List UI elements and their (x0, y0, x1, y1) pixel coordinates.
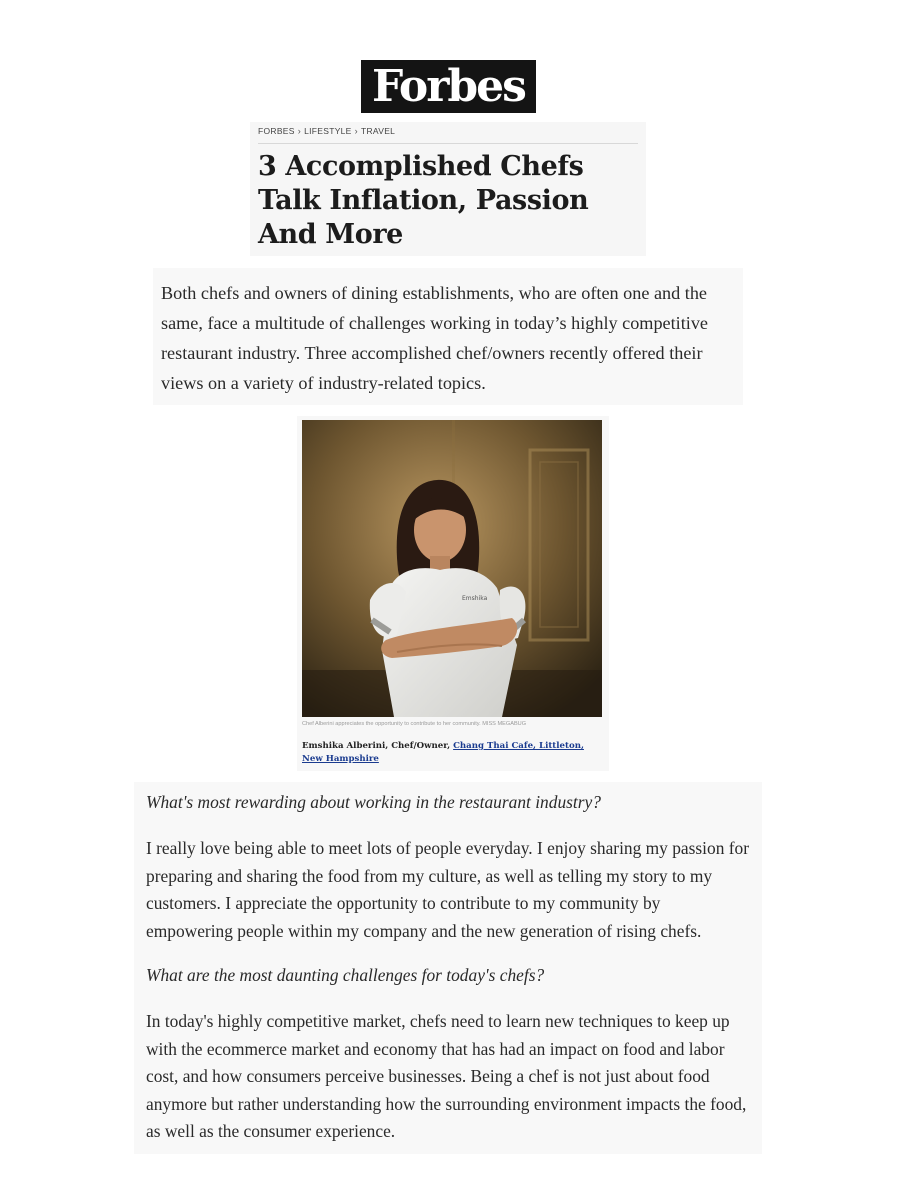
photo-caption (302, 740, 592, 766)
interview-section (134, 782, 762, 1154)
answer-2: In today's highly competitive market, chefs need to learn new techniques to keep up with the ecommerce market and economy that has had an impact on food and labor cost, and how consumers perceive businesses. Being a chef is not just about food anymore but rather understanding how the surrounding environment impacts the food, as well as the consumer experience. (146, 1011, 747, 1141)
restaurant-link[interactable]: Chang Thai Cafe, Littleton, New Hampshire (302, 741, 584, 764)
breadcrumb (258, 126, 638, 136)
chevron-right-icon: › (297, 126, 302, 136)
question-2: What are the most daunting challenges for today's chefs? (146, 965, 545, 985)
chef-photo (302, 420, 602, 717)
article-header (250, 122, 646, 256)
svg-text:Emshika: Emshika (462, 595, 488, 602)
breadcrumb-item-travel[interactable]: TRAVEL (360, 126, 396, 136)
divider (258, 143, 638, 144)
intro-paragraph: Both chefs and owners of dining establishments, who are often one and the same, face a multitude of challenges working in today’s highly competitive restaurant industry. Three accomplished chef/owners recently offered their views on a variety of industry-related topics. (161, 283, 708, 393)
chef-photo-figure (297, 416, 609, 771)
answer-1: I really love being able to meet lots of people everyday. I enjoy sharing my passion for preparing and sharing the food from my culture, as well as telling my story to my customers. I appreciate the opportunity to contribute to my community by empowering people within my company and the new generation of rising chefs. (146, 838, 750, 941)
forbes-logo[interactable]: Forbes (361, 60, 536, 113)
breadcrumb-item-forbes[interactable]: FORBES (258, 126, 295, 136)
article-intro (153, 268, 743, 405)
question-1: What's most rewarding about working in the restaurant industry? (146, 792, 601, 812)
breadcrumb-item-lifestyle[interactable]: LIFESTYLE (304, 126, 352, 136)
photo-credit: Chef Alberini appreciates the opportunity to contribute to her community. MISS MEGABUG (302, 721, 527, 727)
chevron-right-icon: › (354, 126, 358, 136)
article-headline: 3 Accomplished Chefs Talk Inflation, Passion And More (258, 151, 589, 250)
caption-name: Emshika Alberini, Chef/Owner, (302, 741, 454, 751)
